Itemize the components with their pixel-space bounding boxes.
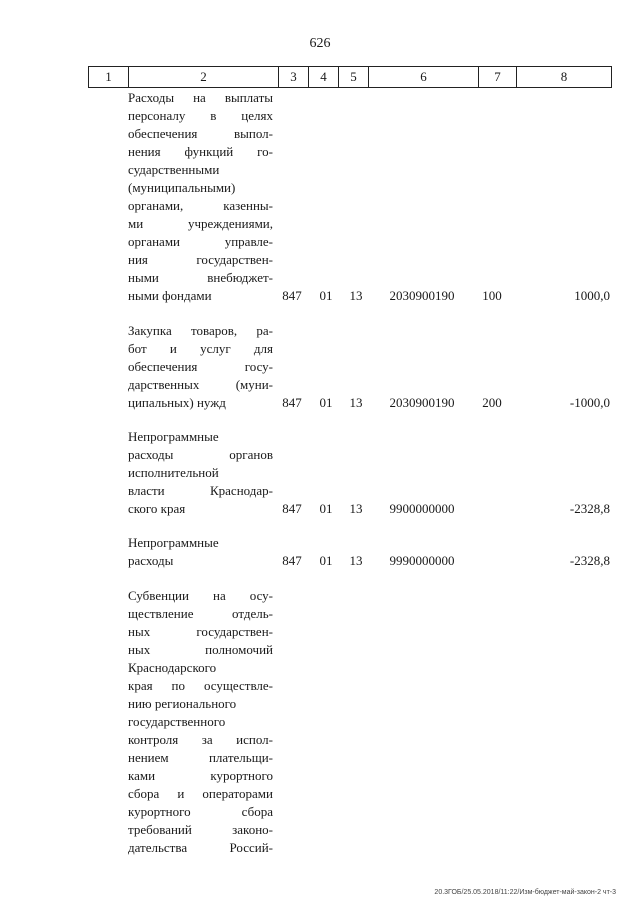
cell-target-article: 2030900190 bbox=[389, 288, 455, 303]
name-line: власти Краснодар- bbox=[128, 483, 273, 498]
header-col-5: 5 bbox=[338, 67, 368, 87]
document-footer: 20.3ГОБ/25.05.2018/11:22/Изм-бюджет-май-закон-2 чт-3 bbox=[434, 889, 616, 896]
cell-ministry: 847 bbox=[282, 288, 302, 303]
name-line: расходы bbox=[128, 553, 174, 568]
cell-expense-type: 100 bbox=[482, 288, 502, 303]
name-line: Непрограммные bbox=[128, 429, 219, 444]
name-line: расходы органов bbox=[128, 447, 273, 462]
name-line: нения функций го- bbox=[128, 144, 273, 159]
row-name bbox=[128, 587, 273, 857]
name-line: ния государствен- bbox=[128, 252, 273, 267]
name-line: Краснодарского bbox=[128, 660, 217, 675]
cell-ministry: 847 bbox=[282, 501, 302, 516]
cell-section: 01 bbox=[319, 288, 333, 303]
name-line: ми учреждениями, bbox=[128, 216, 273, 231]
cell-amount: -2328,8 bbox=[569, 501, 610, 516]
name-line: курортного сбора bbox=[128, 804, 273, 819]
name-line: Расходы на выплаты bbox=[128, 90, 273, 105]
cell-section: 01 bbox=[319, 553, 333, 568]
cell-subsection: 13 bbox=[349, 501, 363, 516]
header-col-1: 1 bbox=[88, 67, 128, 87]
name-line: Непрограммные bbox=[128, 535, 219, 550]
name-line: сударственными bbox=[128, 162, 220, 177]
name-line: ществление отдель- bbox=[128, 606, 273, 621]
name-line: персоналу в целях bbox=[128, 108, 273, 123]
cell-ministry: 847 bbox=[282, 553, 302, 568]
cell-subsection: 13 bbox=[349, 395, 363, 410]
header-col-4: 4 bbox=[308, 67, 338, 87]
row-name bbox=[128, 534, 273, 570]
name-line: ными фондами bbox=[128, 288, 212, 303]
name-line: Субвенции на осу- bbox=[128, 588, 273, 603]
header-col-7: 7 bbox=[478, 67, 516, 87]
name-line: обеспечения выпол- bbox=[128, 126, 273, 141]
name-line: края по осуществле- bbox=[128, 678, 273, 693]
name-line: нением плательщи- bbox=[128, 750, 273, 765]
name-line: государственного bbox=[128, 714, 226, 729]
name-line: контроля за испол- bbox=[128, 732, 273, 747]
row-name bbox=[128, 89, 273, 305]
cell-target-article: 9900000000 bbox=[389, 501, 455, 516]
name-line: ных государствен- bbox=[128, 624, 273, 639]
cell-subsection: 13 bbox=[349, 553, 363, 568]
cell-ministry: 847 bbox=[282, 395, 302, 410]
name-line: исполнительной bbox=[128, 465, 219, 480]
header-col-3: 3 bbox=[278, 67, 308, 87]
cell-subsection: 13 bbox=[349, 288, 363, 303]
cell-amount: 1000,0 bbox=[574, 288, 610, 303]
name-line: органами, казенны- bbox=[128, 198, 273, 213]
cell-section: 01 bbox=[319, 501, 333, 516]
name-line: ского края bbox=[128, 501, 186, 516]
cell-section: 01 bbox=[319, 395, 333, 410]
cell-amount: -2328,8 bbox=[569, 553, 610, 568]
name-line: обеспечения госу- bbox=[128, 359, 273, 374]
header-col-2: 2 bbox=[128, 67, 278, 87]
name-line: ных полномочий bbox=[128, 642, 273, 657]
row-name bbox=[128, 428, 273, 518]
name-line: органами управле- bbox=[128, 234, 273, 249]
name-line: ками курортного bbox=[128, 768, 273, 783]
row-name bbox=[128, 322, 273, 412]
name-line: дательства Россий- bbox=[128, 840, 273, 855]
name-line: ципальных) нужд bbox=[128, 395, 226, 410]
page-number: 626 bbox=[309, 36, 331, 51]
cell-target-article: 9990000000 bbox=[389, 553, 455, 568]
cell-target-article: 2030900190 bbox=[389, 395, 455, 410]
name-line: (муниципальными) bbox=[128, 180, 236, 195]
header-col-8: 8 bbox=[516, 67, 612, 87]
name-line: бот и услуг для bbox=[128, 341, 273, 356]
name-line: дарственных (муни- bbox=[128, 377, 273, 392]
table-header bbox=[88, 66, 612, 88]
cell-expense-type: 200 bbox=[482, 395, 502, 410]
name-line: Закупка товаров, ра- bbox=[128, 323, 273, 338]
name-line: требований законо- bbox=[128, 822, 273, 837]
cell-amount: -1000,0 bbox=[569, 395, 610, 410]
name-line: нию регионального bbox=[128, 696, 237, 711]
name-line: сбора и операторами bbox=[128, 786, 273, 801]
header-col-6: 6 bbox=[368, 67, 478, 87]
name-line: ными внебюджет- bbox=[128, 270, 273, 285]
